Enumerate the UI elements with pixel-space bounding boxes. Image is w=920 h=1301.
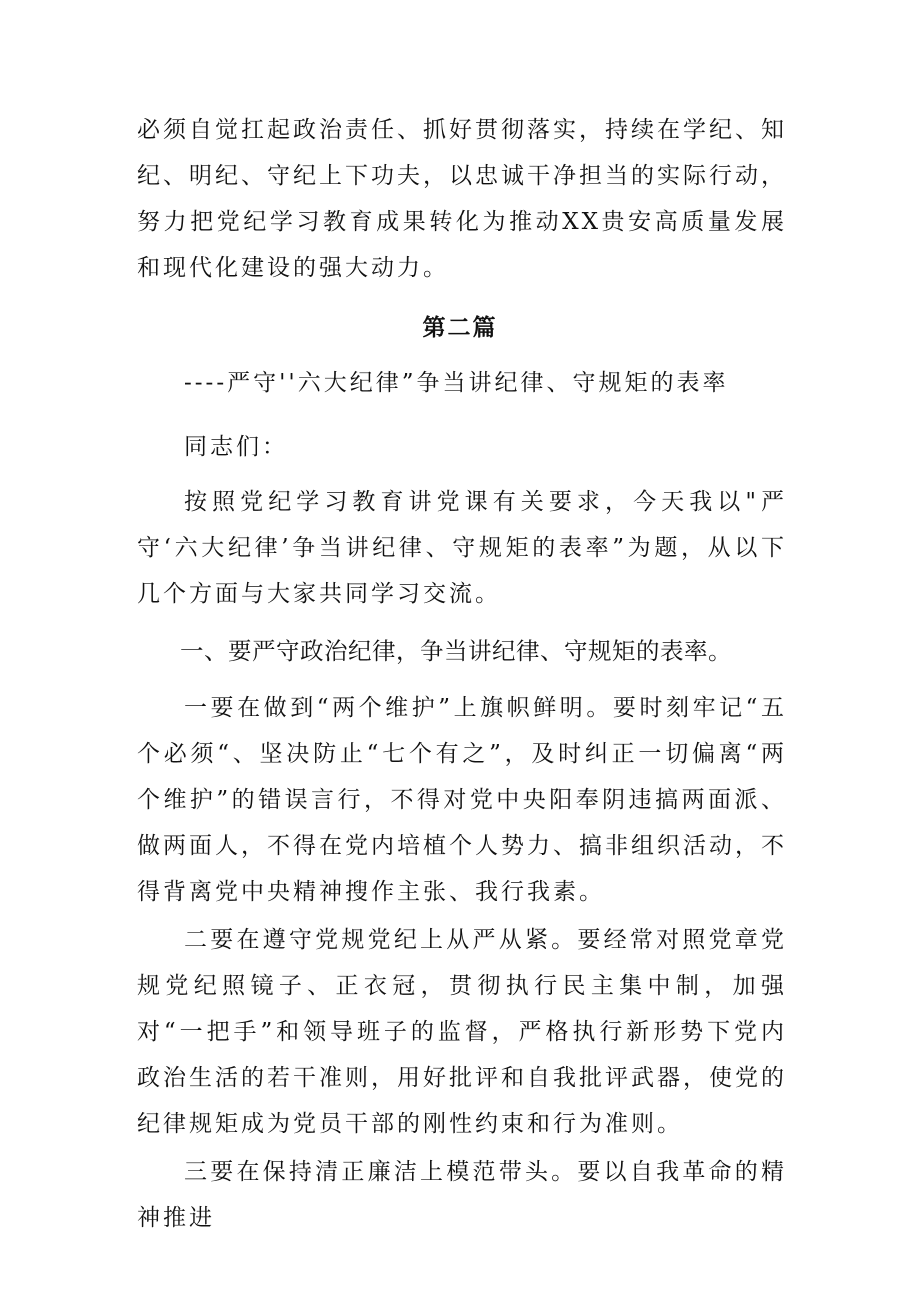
speech-subtitle: ----严守''六大纪律”争当讲纪律、守规矩的表率	[184, 370, 729, 396]
section-heading-political-discipline: 一、要严守政治纪律，争当讲纪律、守规矩的表率。	[180, 637, 732, 665]
greeting: 同志们：	[184, 434, 288, 460]
paragraph-opening: 按照党纪学习教育讲党课有关要求，今天我以"严守‘六大纪律’争当讲纪律、守规矩的表率”为题，从以下几个方面与大家共同学习交流。	[137, 489, 787, 607]
paragraph-intro-closing: 必须自觉扛起政治责任、抓好贯彻落实，持续在学纪、知纪、明纪、守纪上下功夫，以忠诚干净担当的实际行动，努力把党纪学习教育成果转化为推动XX贵安高质量发展和现代化建设的强大动力。	[137, 117, 787, 281]
paragraph-point-one: 一要在做到“两个维护”上旗帜鲜明。要时刻牢记“五个必须“、坚决防止“七个有之”，及时纠正一切偏离“两个维护”的错误言行，不得对党中央阳奉阴违搞两面派、做两面人，不得在党内培植个人势力、搞非组织活动，不得背离党中央精神搜作主张、我行我素。	[137, 695, 787, 905]
section-title: 第二篇	[422, 314, 498, 341]
paragraph-point-three: 三要在保持清正廉洁上模范带头。要以自我革命的精神推进	[137, 1159, 787, 1231]
paragraph-point-two: 二要在遵守党规党纪上从严从紧。要经常对照党章党规党纪照镜子、正衣冠，贯彻执行民主集中制，加强对“一把手”和领导班子的监督，严格执行新形势下党内政治生活的若干准则，用好批评和自我批评武器，使党的纪律规矩成为党员干部的刚性约束和行为准则。	[137, 927, 787, 1137]
